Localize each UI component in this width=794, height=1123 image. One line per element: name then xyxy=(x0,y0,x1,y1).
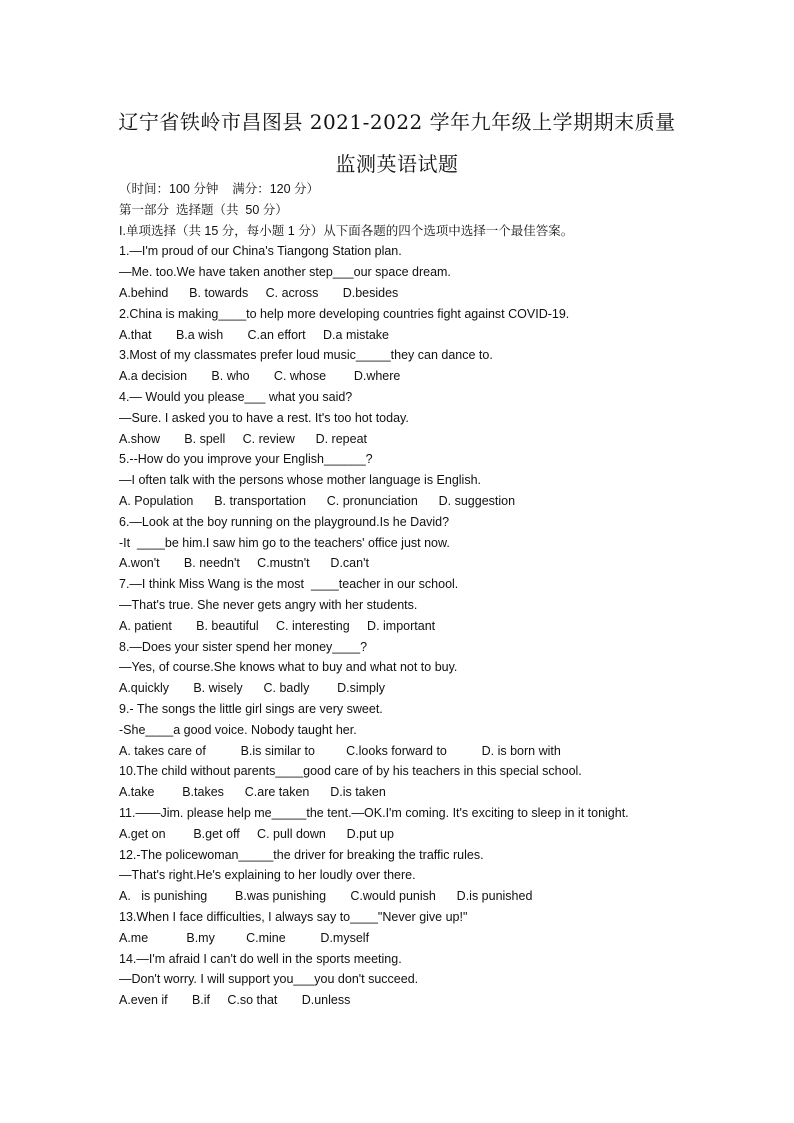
question-line: A.me B.my C.mine D.myself xyxy=(119,930,370,945)
exam-title-line-2: 监测英语试题 xyxy=(335,152,459,176)
question-line: 6.—Look at the boy running on the playground.Is he David? xyxy=(119,514,450,529)
question-line: 5.--How do you improve your English______? xyxy=(119,452,373,467)
question-line: A. patient B. beautiful C. interesting D. important xyxy=(119,618,436,633)
question-line: —That's right.He's explaining to her loudly over there. xyxy=(119,868,416,883)
exam-title-line-1: 辽宁省铁岭市昌图县 2021-2022 学年九年级上学期期末质量 xyxy=(118,110,676,134)
question-line: A.take B.takes C.are taken D.is taken xyxy=(119,785,386,800)
question-line: A. Population B. transportation C. pronunciation D. suggestion xyxy=(119,494,516,508)
question-line: —That's true. She never gets angry with her students. xyxy=(119,598,418,612)
question-line: A.behind B. towards C. across D.besides xyxy=(119,286,399,300)
section-header-line: 第一部分 选择题（共 50 分） xyxy=(119,202,288,217)
question-line: 2.China is making____to help more developing countries fight against COVID-19. xyxy=(119,306,570,321)
question-line: 3.Most of my classmates prefer loud music_____they can dance to. xyxy=(119,348,493,363)
question-line: A. takes care of B.is similar to C.looks forward to D. is born with xyxy=(119,743,561,758)
question-line: 11.——Jim. please help me_____the tent.—OK.I'm coming. It's exciting to sleep in it tonight. xyxy=(119,806,629,820)
question-line: A.get on B.get off C. pull down D.put up xyxy=(119,826,394,841)
question-line: —Me. too.We have taken another step___our space dream. xyxy=(119,265,451,280)
question-line: A.even if B.if C.so that D.unless xyxy=(119,993,351,1008)
question-line: A.quickly B. wisely C. badly D.simply xyxy=(119,681,386,696)
question-line: A.won't B. needn't C.mustn't D.can't xyxy=(119,556,369,571)
question-line: A.that B.a wish C.an effort D.a mistake xyxy=(119,327,390,342)
question-line: 10.The child without parents____good care of by his teachers in this special school. xyxy=(119,764,582,779)
question-line: 9.- The songs the little girl sings are very sweet. xyxy=(119,702,383,716)
question-line: —I often talk with the persons whose mother language is English. xyxy=(119,473,482,488)
question-line: 12.-The policewoman_____the driver for breaking the traffic rules. xyxy=(119,847,484,862)
question-line: 1.—I'm proud of our China's Tiangong Station plan. xyxy=(119,244,402,259)
question-line: 8.—Does your sister spend her money____? xyxy=(119,639,368,654)
question-line: -It ____be him.I saw him go to the teachers' office just now. xyxy=(119,535,450,550)
question-line: 4.— Would you please___ what you said? xyxy=(119,390,353,404)
question-line: 7.—I think Miss Wang is the most ____teacher in our school. xyxy=(119,577,459,592)
question-line: 13.When I face difficulties, I always say to____"Never give up!" xyxy=(119,910,468,924)
question-line: A.show B. spell C. review D. repeat xyxy=(119,431,368,446)
question-line: —Sure. I asked you to have a rest. It's too hot today. xyxy=(119,410,409,425)
question-line: A. is punishing B.was punishing C.would punish D.is punished xyxy=(119,889,533,904)
question-line: A.a decision B. who C. whose D.where xyxy=(119,369,401,384)
question-line: —Don't worry. I will support you___you don't succeed. xyxy=(119,972,419,987)
section-header-line: I.单项选择（共 15 分，每小题 1 分）从下面各题的四个选项中选择一个最佳答案。 xyxy=(119,223,574,238)
section-header-line: （时间：100 分钟 满分：120 分） xyxy=(119,182,320,196)
question-line: 14.—I'm afraid I can't do well in the sports meeting. xyxy=(119,951,402,966)
question-line: —Yes, of course.She knows what to buy and what not to buy. xyxy=(119,660,458,675)
question-line: -She____a good voice. Nobody taught her. xyxy=(119,722,357,737)
